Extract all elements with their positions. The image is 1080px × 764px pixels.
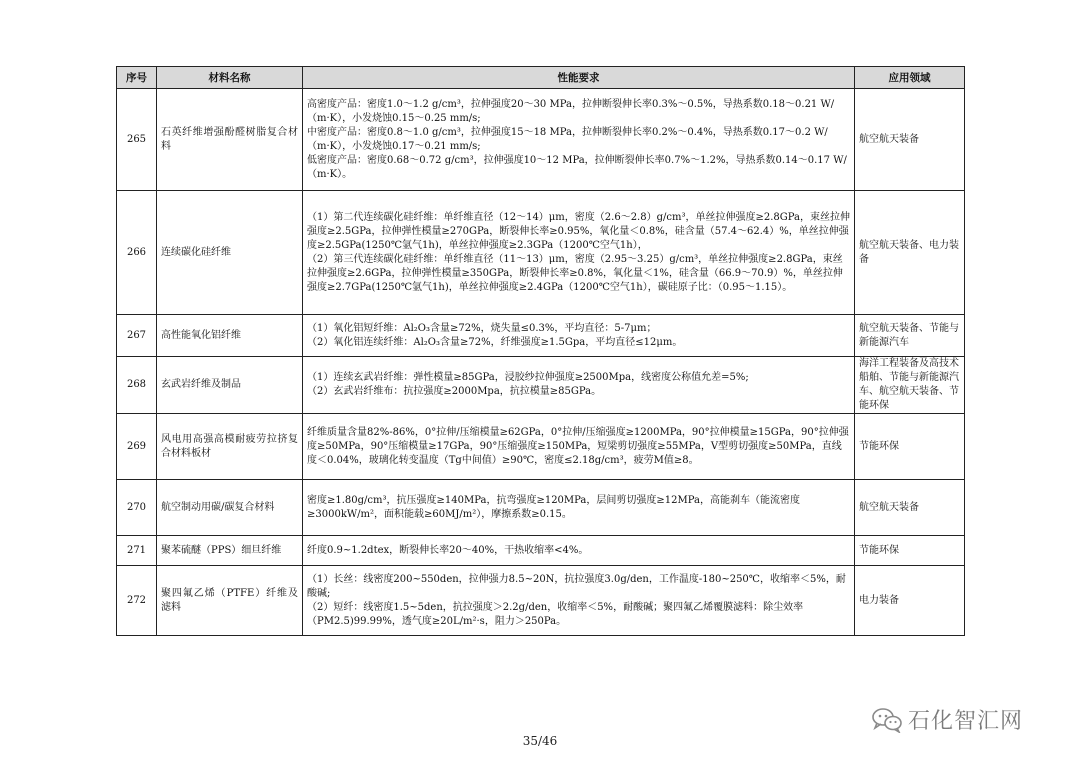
requirement-line: （1）长丝：线密度200~550den，拉伸强力8.5~20N，抗拉强度3.0g/den，工作温度-180~250℃，收缩率＜5%，耐酸碱; xyxy=(307,573,846,599)
row-no: 271 xyxy=(117,536,157,566)
row-requirement xyxy=(303,566,855,636)
table-row xyxy=(117,89,965,191)
row-requirement xyxy=(303,480,855,536)
row-requirement xyxy=(303,191,855,315)
row-application-field: 节能环保 xyxy=(855,536,965,566)
row-material-name: 航空制动用碳/碳复合材料 xyxy=(157,480,303,536)
row-application-field: 航空航天装备、电力装备 xyxy=(855,191,965,315)
row-application-field: 海洋工程装备及高技术船舶、节能与新能源汽车、航空航天装备、节能环保 xyxy=(855,357,965,414)
row-application-field: 节能环保 xyxy=(855,414,965,480)
row-no: 270 xyxy=(117,480,157,536)
row-material-name: 聚苯硫醚（PPS）细旦纤维 xyxy=(157,536,303,566)
row-application-field: 电力装备 xyxy=(855,566,965,636)
page-number: 35/46 xyxy=(522,734,558,748)
row-application-field: 航空航天装备 xyxy=(855,89,965,191)
requirement-line: （2）玄武岩纤维布：抗拉强度≥2000Mpa，抗拉模量≥85GPa。 xyxy=(307,386,602,397)
row-no: 272 xyxy=(117,566,157,636)
row-material-name: 石英纤维增强酚醛树脂复合材料 xyxy=(157,89,303,191)
row-material-name: 玄武岩纤维及制品 xyxy=(157,357,303,414)
requirement-line: （1）氧化铝短纤维：Al₂O₃含量≥72%，烧失量≤0.3%，平均直径：5-7μm； xyxy=(307,322,657,334)
watermark xyxy=(872,704,1023,735)
row-no: 268 xyxy=(117,357,157,414)
requirement-line: （1）连续玄武岩纤维：弹性模量≥85GPa，浸胶纱拉伸强度≥2500Mpa，线密度公称值允差=5%; xyxy=(307,372,749,383)
row-material-name: 聚四氟乙烯（PTFE）纤维及滤料 xyxy=(157,566,303,636)
row-requirement xyxy=(303,536,855,566)
requirement-line: 纤维质量含量82%-86%，0°拉伸/压缩模量≥62GPa，0°拉伸/压缩强度≥1200MPa，90°拉伸模量≥15GPa，90°拉伸强度≥50MPa，90°压缩模量≥17GPa，90°压缩强度≥150MPa，短梁剪切强度≥55MPa，V型剪切强度≥50MPa，直线度＜0.04%，玻璃化转变温度（Tg中间值）≥90℃，密度≤2.18g/cm³，疲劳M值≥8。 xyxy=(307,426,849,466)
row-material-name: 高性能氧化铝纤维 xyxy=(157,315,303,357)
row-requirement xyxy=(303,89,855,191)
header-no: 序号 xyxy=(117,67,157,89)
row-no: 267 xyxy=(117,315,157,357)
header-performance-requirement: 性能要求 xyxy=(303,67,855,89)
wechat-icon xyxy=(872,707,902,733)
row-no: 269 xyxy=(117,414,157,480)
row-material-name: 连续碳化硅纤维 xyxy=(157,191,303,315)
row-no: 266 xyxy=(117,191,157,315)
header-application-field: 应用领域 xyxy=(855,67,965,89)
row-material-name: 风电用高强高模耐疲劳拉挤复合材料板材 xyxy=(157,414,303,480)
row-requirement xyxy=(303,414,855,480)
requirement-line: （1）第二代连续碳化硅纤维：单纤维直径（12～14）μm，密度（2.6～2.8）g/cm³，单丝拉伸强度≥2.8GPa，束丝拉伸强度≥2.5GPa，拉伸弹性模量≥270GPa，断裂伸长率≥0.95%，氧化量＜0.8%，硅含量（57.4～62.4）%，单丝拉伸强度≥2.5GPa(1250℃氩气1h)，单丝拉伸强度≥2.3GPa（1200℃空气1h）， xyxy=(307,211,850,251)
row-requirement xyxy=(303,357,855,414)
table-row xyxy=(117,536,965,566)
row-application-field: 航空航天装备、节能与新能源汽车 xyxy=(855,315,965,357)
requirement-line: 中密度产品：密度0.8～1.0 g/cm³，拉伸强度15～18 MPa，拉伸断裂伸长率0.2%～0.4%，导热系数0.17～0.2 W/（m·K），小发烧蚀0.17～0.21 mm/s; xyxy=(307,126,828,152)
table-row xyxy=(117,566,965,636)
watermark-text: 石化智汇网 xyxy=(908,709,1024,734)
requirement-line: 密度≥1.80g/cm³，抗压强度≥140MPa，抗弯强度≥120MPa，层间剪切强度≥12MPa，高能刹车（能流密度≥3000kW/m²，面积能载≥60MJ/m²），摩擦系数≥0.15。 xyxy=(307,494,800,520)
table-row xyxy=(117,191,965,315)
table-row xyxy=(117,315,965,357)
requirement-line: 低密度产品：密度0.68～0.72 g/cm³，拉伸强度10～12 MPa，拉伸断裂伸长率0.7%～1.2%，导热系数0.14～0.17 W/（m·K）。 xyxy=(307,154,847,180)
materials-table xyxy=(116,66,965,636)
requirement-line: （2）短纤：线密度1.5~5den，抗拉强度＞2.2g/den，收缩率＜5%，耐酸碱；聚四氟乙烯覆膜滤料：除尘效率（PM2.5)99.99%，透气度≥20L/m²·s，阻力＞250Pa。 xyxy=(307,601,804,627)
requirement-line: 纤度0.9~1.2dtex，断裂伸长率20～40%，干热收缩率<4%。 xyxy=(307,544,589,556)
requirement-line: 高密度产品：密度1.0～1.2 g/cm³，拉伸强度20～30 MPa，拉伸断裂伸长率0.3%～0.5%，导热系数0.18～0.21 W/（m·K），小发烧蚀0.15～0.25 mm/s; xyxy=(307,98,835,124)
requirement-line: （2）氧化铝连续纤维：Al₂O₃含量≥72%，纤维强度≥1.5Gpa，平均直径≤12μm。 xyxy=(307,336,683,348)
table-header-row xyxy=(117,67,965,89)
table-row xyxy=(117,480,965,536)
table-row xyxy=(117,357,965,414)
requirement-line: （2）第三代连续碳化硅纤维：单纤维直径（11～13）μm，密度（2.95～3.25）g/cm³，单丝拉伸强度≥2.8GPa，束丝拉伸强度≥2.6GPa，拉伸弹性模量≥350GPa，断裂伸长率≥0.8%，氧化量＜1%，硅含量（66.9～70.9）%，单丝拉伸强度≥2.7GPa(1250℃氩气1h)，单丝拉伸强度≥2.4GPa（1200℃空气1h），碳硅原子比：（0.95～1.15）。 xyxy=(307,253,843,293)
row-application-field: 航空航天装备 xyxy=(855,480,965,536)
table-row xyxy=(117,414,965,480)
row-no: 265 xyxy=(117,89,157,191)
row-requirement xyxy=(303,315,855,357)
header-material-name: 材料名称 xyxy=(157,67,303,89)
